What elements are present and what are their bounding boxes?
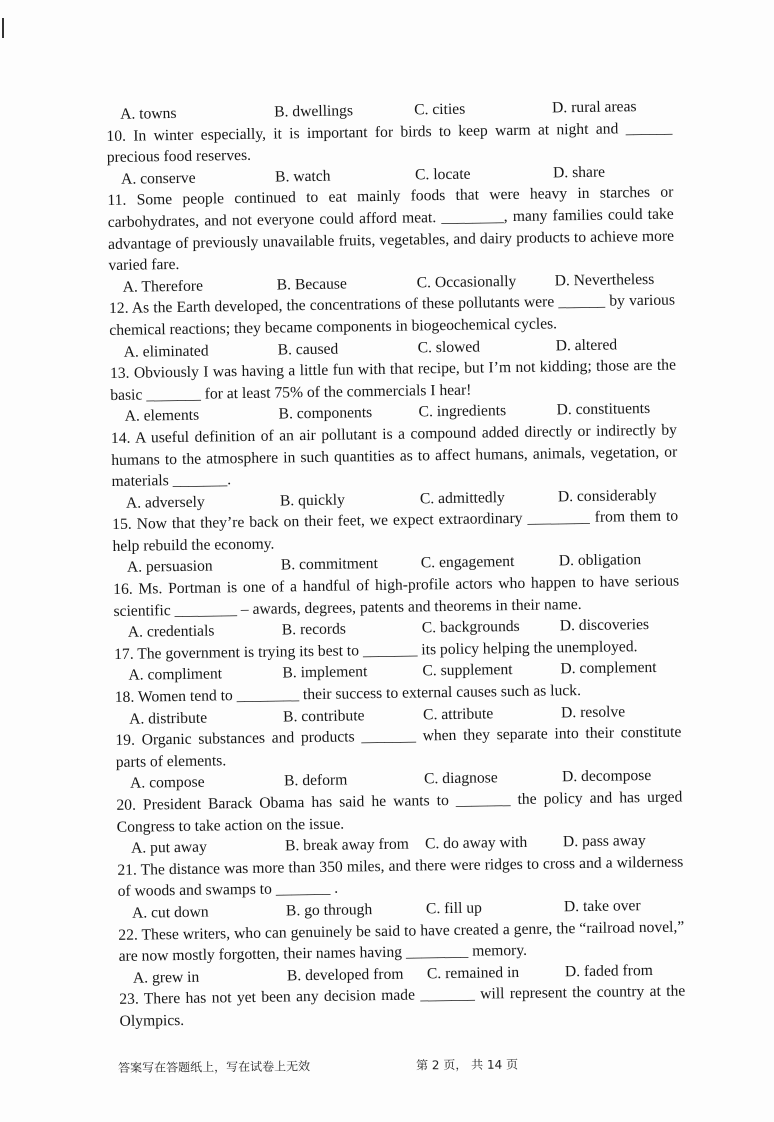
question-16-text: 16. Ms. Portman is one of a handful of high-profile actors who happen to have serious scientific ________ – awards, degrees, patents and theorems in their name. xyxy=(113,572,680,620)
question-22-text: 22. These writers, who can genuinely be said to have created a genre, the “railroad novel,” are now mostly forgotten, their names having ________ memory. xyxy=(118,918,685,966)
question-list xyxy=(106,96,686,1033)
option-c: C. slowed xyxy=(417,338,481,356)
option-b: B. Because xyxy=(276,275,347,294)
option-b: B. commitment xyxy=(280,555,379,574)
option-c: C. diagnose xyxy=(423,769,498,788)
option-b: B. developed from xyxy=(286,965,404,985)
option-c: C. do away with xyxy=(424,834,528,853)
footer-note: 答案写在答题纸上，写在试卷上无效 xyxy=(118,1059,311,1075)
option-c: C. backgrounds xyxy=(421,618,520,637)
option-a: A. compliment xyxy=(128,665,223,685)
question-13-text: 13. Obviously I was having a little fun with that recipe, but I’m not kidding; those are the basic _______ for at least 75% of the commercials I hear! xyxy=(109,356,677,404)
question-21-text: 21. The distance was more than 350 miles, and there were ridges to cross and a wilderness of woods and swamps to _______ . xyxy=(117,853,684,901)
option-a: A. Therefore xyxy=(122,277,204,296)
option-a: A. conserve xyxy=(120,169,196,188)
option-c: C. ingredients xyxy=(418,402,507,421)
option-a: A. adversely xyxy=(125,493,205,512)
option-a: A. put away xyxy=(130,838,207,857)
option-a: A. persuasion xyxy=(126,557,213,577)
option-d: D. take over xyxy=(563,897,641,916)
option-c: C. engagement xyxy=(420,553,515,572)
option-d: D. decompose xyxy=(561,767,652,786)
option-c: C. fill up xyxy=(425,899,482,918)
option-d: D. Nevertheless xyxy=(554,270,655,290)
question-23-text: 23. There has not yet been any decision made _______ will represent the country at the Olympics. xyxy=(119,982,686,1030)
option-b: B. records xyxy=(281,620,347,639)
question-18-text: 18. Women tend to ________ their success to external causes such as luck. xyxy=(114,682,582,706)
option-d: D. share xyxy=(552,163,606,182)
question-19-text: 19. Organic substances and products _______ when they separate into their constitute parts of elements. xyxy=(115,723,682,771)
option-d: D. resolve xyxy=(560,702,626,721)
option-c: C. locate xyxy=(414,165,471,184)
option-a: A. distribute xyxy=(128,709,208,728)
option-a: A. cut down xyxy=(131,903,209,922)
option-b: B. contribute xyxy=(282,706,365,726)
option-b: B. watch xyxy=(274,167,331,186)
option-c: C. attribute xyxy=(422,704,494,723)
option-c: C. Occasionally xyxy=(416,272,517,292)
question-20-text: 20. President Barack Obama has said he wants to _______ the policy and has urged Congress to take action on the issue. xyxy=(116,788,683,836)
option-b: B. components xyxy=(278,404,373,423)
option-c: C. supplement xyxy=(422,661,513,680)
option-c: C. admittedly xyxy=(419,488,505,508)
option-d: D. faded from xyxy=(564,961,653,981)
question-14-text: 14. A useful definition of an air pollutant is a compound added directly or indirectly by humans to the atmosphere in such quantities as to affect humans, animals, vegetation, or materials _______. xyxy=(110,421,678,491)
option-d: D. complement xyxy=(560,659,657,678)
option-b: B. deform xyxy=(283,771,348,790)
option-b: B. go through xyxy=(285,901,373,920)
question-10-text: 10. In winter especially, it is important for birds to keep warm at night and ______ precious food reserves. xyxy=(106,119,673,167)
question-12-text: 12. As the Earth developed, the concentrations of these pollutants were ______ by various chemical reactions; they became components in biogeochemical cycles. xyxy=(108,291,676,339)
option-b: B. quickly xyxy=(279,491,346,510)
page-footer xyxy=(118,1055,538,1079)
option-d: D. pass away xyxy=(562,832,646,851)
option-a: A. credentials xyxy=(127,622,215,641)
question-11-text: 11. Some people continued to eat mainly foods that were heavy in starches or carbohydrates, and not everyone could afford meat. ________, many families could take advantage of previously unavailable fruits, vegetables, and dairy products to achieve more varied fare. xyxy=(107,183,675,275)
option-a: A. eliminated xyxy=(123,342,209,361)
option-a: A. grew in xyxy=(132,968,200,987)
page-number: 第 2 页， 共 14 页 xyxy=(416,1057,519,1073)
option-b: B. break away from xyxy=(284,835,409,855)
option-d: D. constituents xyxy=(556,400,651,419)
option-c: C. remained in xyxy=(426,963,520,983)
option-d: D. obligation xyxy=(558,551,642,570)
scan-edge-mark xyxy=(2,18,4,38)
option-a: A. towns xyxy=(120,104,177,123)
option-a: A. compose xyxy=(129,774,205,793)
option-b: B. dwellings xyxy=(274,102,354,121)
option-d: D. rural areas xyxy=(551,98,637,117)
option-d: D. considerably xyxy=(557,486,657,506)
option-c: C. cities xyxy=(413,100,466,119)
option-d: D. altered xyxy=(555,335,618,354)
option-d: D. discoveries xyxy=(559,616,650,635)
question-15-text: 15. Now that they’re back on their feet, we expect extraordinary ________ from them to help rebuild the economy. xyxy=(112,507,679,555)
option-b: B. caused xyxy=(277,340,339,359)
option-a: A. elements xyxy=(124,406,200,426)
option-b: B. implement xyxy=(282,663,368,682)
question-17-text: 17. The government is trying its best to _______ its policy helping the unemployed. xyxy=(114,638,638,663)
